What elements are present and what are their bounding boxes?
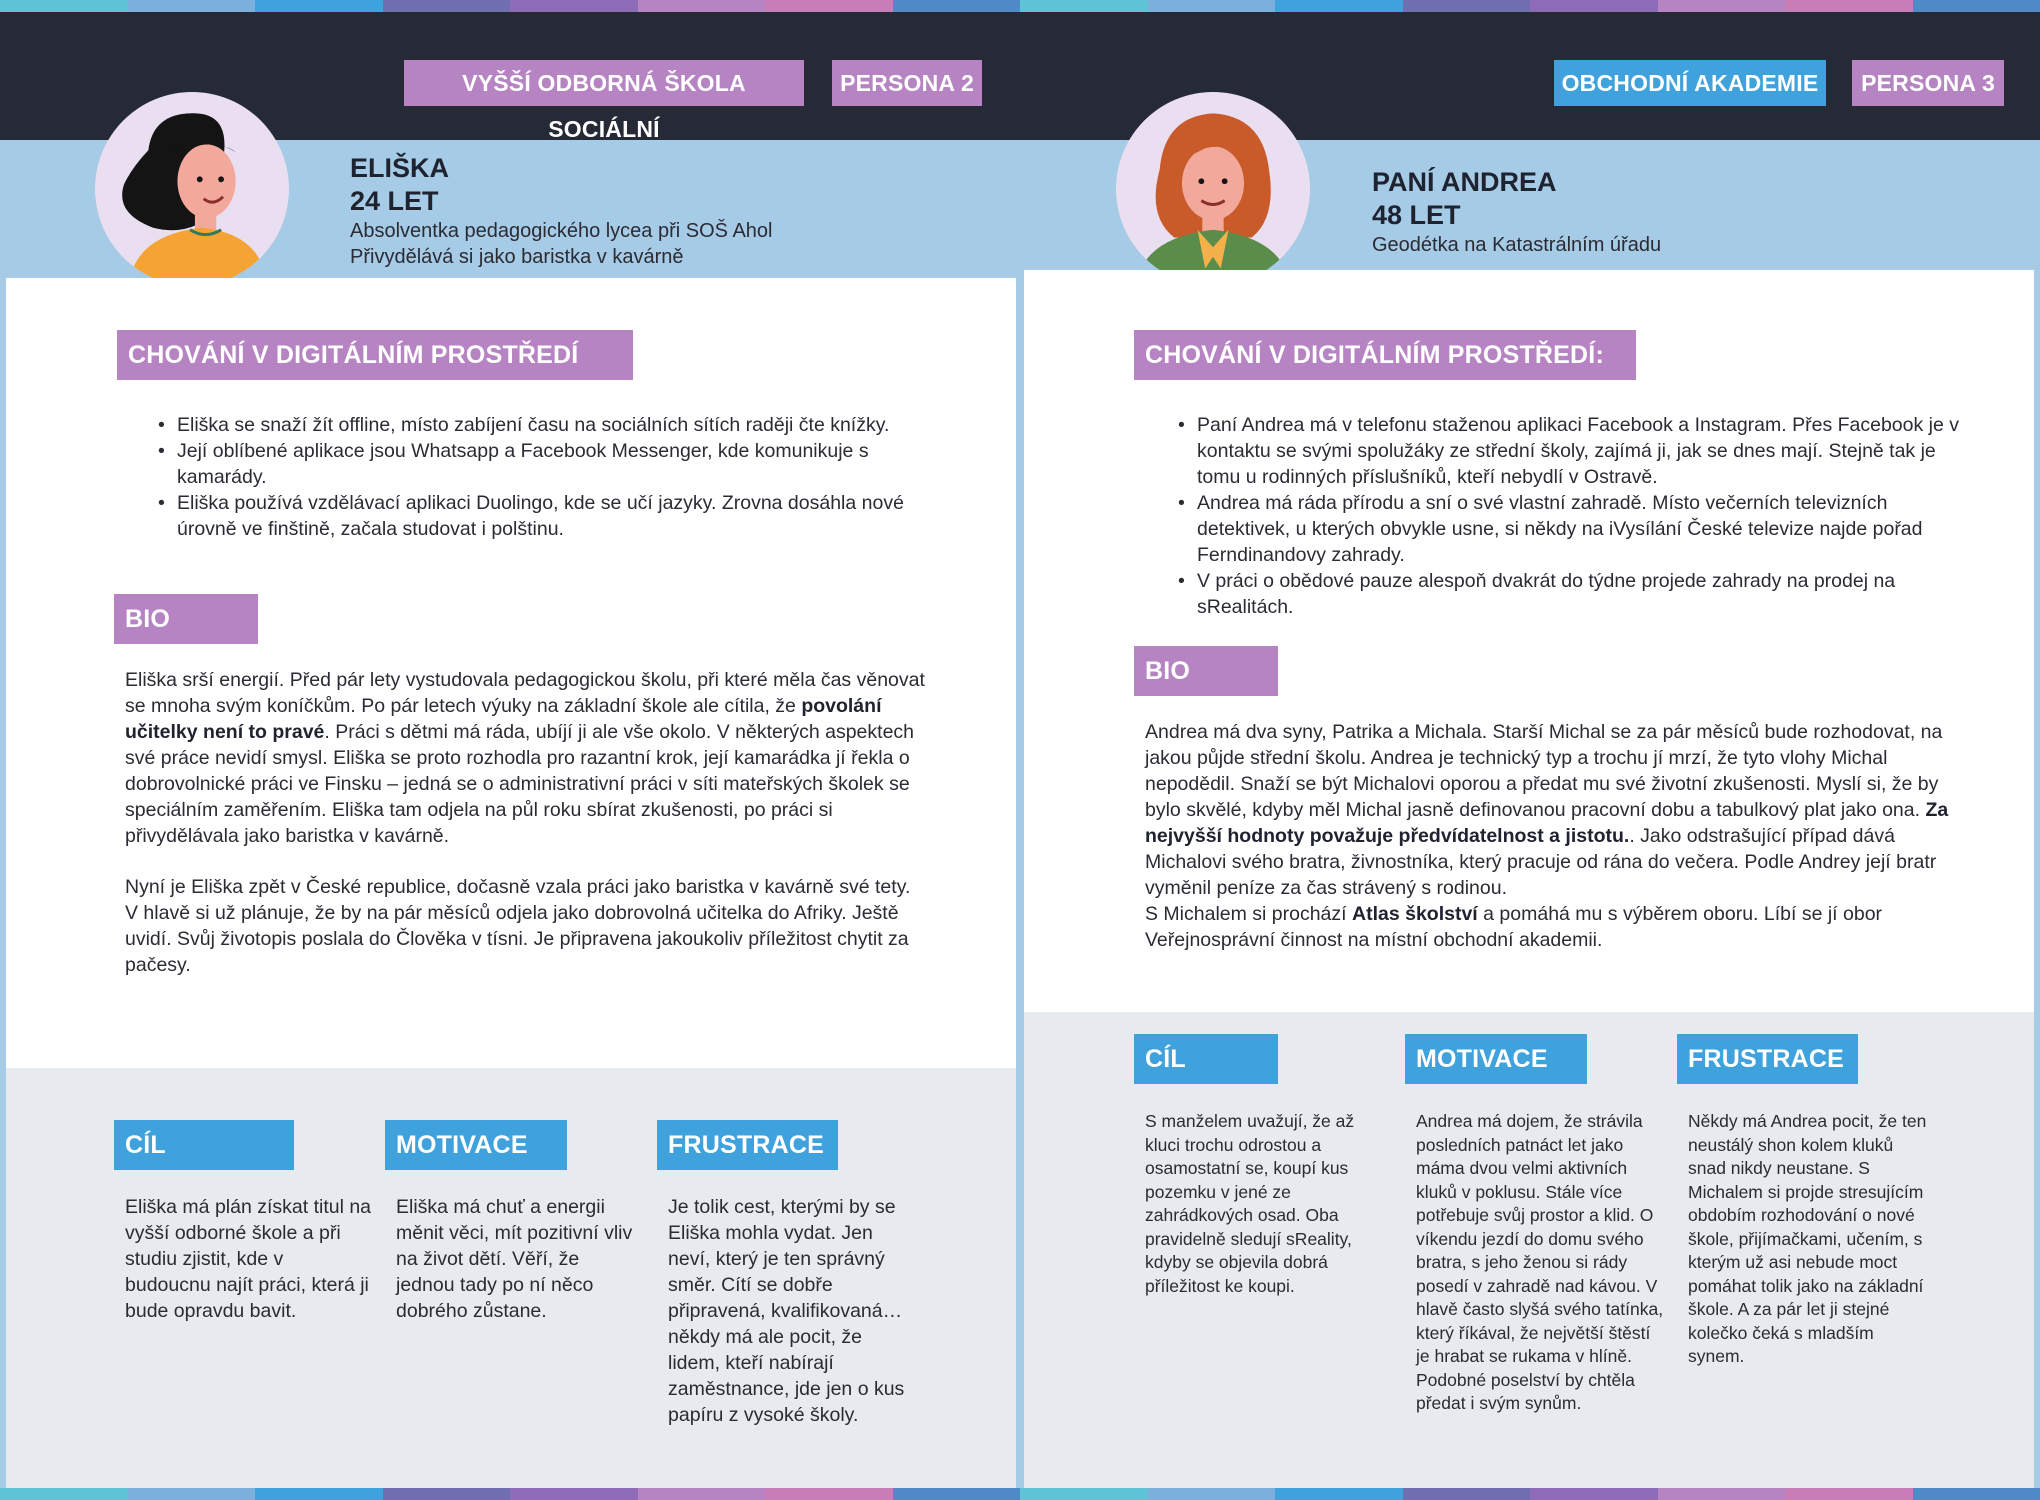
stripe-segment [1913,0,2040,12]
identity-text [350,152,773,270]
frustration-text: Někdy má Andrea pocit, že ten neustálý shon kolem kluků snad nikdy neustane. S Michalem si projde stresujícím obdobím rozhodování o nové škole, přijímačkami, učením, s kterým už asi nebude moct pomáhat tolik jako na základní škole. A za pár let ji stejné kolečko čeká s mladším synem. [1688,1111,1927,1366]
frustration-text: Je tolik cest, kterými by se Eliška mohla vydat. Jen neví, který je ten správný směr. Cítí se dobře připravená, kvalifikovaná… někdy má ale pocit, že lidem, kteří nabírají zaměstnance, jde jen o kus papíru z vysoké školy. [668,1196,905,1426]
digital-behavior-heading: CHOVÁNÍ V DIGITÁLNÍM PROSTŘEDÍ: [1134,330,1636,380]
bio-text: a pomáhá mu s výběrem oboru. Líbí se jí obor Veřejnosprávní činnost na místní obchodní akademii. [1145,903,1883,951]
stripe-segment [1530,0,1658,12]
stripe-segment [1020,1488,1148,1500]
list-item: • Její oblíbené aplikace jsou Whatsapp a Facebook Messenger, kde komunikuje s kamarády. [158,438,928,490]
bio-paragraph-2: Nyní je Eliška zpět v České republice, dočasně vzala práci jako baristka v kavárně své tety. V hlavě si už plánuje, že by na pár měsíců odjela jako dobrovolná učitelka do Afriky. Ještě uvidí. Svůj životopis poslala do Člověka v tísni. Je připravena jakoukoliv příležitost chytit za pačesy. [125,876,911,976]
goal-text: Eliška má plán získat titul na vyšší odborné škole a při studiu zjistit, kde v budoucnu najít práci, která ji bude opravdu bavit. [125,1196,372,1322]
persona-name: PANÍ ANDREA [1372,167,1557,197]
avatar-illustration [95,92,289,286]
list-item: • Paní Andrea má v telefonu staženou aplikaci Facebook a Instagram. Přes Facebook je v kontaktu se svými spolužáky ze střední školy, zajímá ji, jak se dnes mají. Stejně tak je tomu u rodinných příslušníků, kteří nebydlí v Ostravě. [1178,412,1968,490]
avatar-illustration [1116,92,1310,286]
bottom-color-stripe [0,1488,2040,1500]
avatar-andrea [1116,92,1310,286]
bio-paragraph-1 [125,667,925,849]
stripe-segment [1658,1488,1786,1500]
stripe-segment [1785,0,1913,12]
stripe-segment [510,1488,638,1500]
school-tag: OBCHODNÍ AKADEMIE [1554,60,1826,106]
stripe-segment [1275,0,1403,12]
stripe-segment [765,0,893,12]
bio-heading: BIO [1134,646,1278,696]
list-item: • V práci o obědové pauze alespoň dvakrát do týdne projede zahrady na prodej na sRealitách. [1178,568,1968,620]
persona-tag: PERSONA 3 [1852,60,2004,106]
stripe-segment [1148,0,1276,12]
persona-job: Přivydělává si jako baristka v kavárně [350,246,684,268]
stripe-segment [128,0,256,12]
goal-heading: CÍL [114,1120,294,1170]
identity-text [1372,166,1661,258]
stripe-segment [1403,0,1531,12]
stripe-segment [1275,1488,1403,1500]
stripe-segment [1020,0,1148,12]
stripe-segment [0,1488,128,1500]
persona-job: Geodétka na Katastrálním úřadu [1372,234,1662,256]
stripe-segment [383,1488,511,1500]
stripe-segment [1530,1488,1658,1500]
bio-text: S Michalem si prochází [1145,903,1352,925]
frustration-heading: FRUSTRACE [1677,1034,1858,1084]
digital-behavior-list [1178,412,1968,620]
persona-age: 24 LET [350,186,439,216]
stripe-segment [638,0,766,12]
bio-text: Eliška srší energií. Před pár lety vystudovala pedagogickou školu, při které měla čas věnovat se mnoha svým koníčkům. Po pár letech výuky na základní škole ale cítila, že [125,669,925,717]
school-tag: VYŠŠÍ ODBORNÁ ŠKOLA SOCIÁLNÍ [404,60,804,106]
stripe-segment [255,1488,383,1500]
persona-card-eliska [0,12,1020,1488]
stripe-segment [638,1488,766,1500]
persona-age: 48 LET [1372,200,1461,230]
bio-heading: BIO [114,594,258,644]
stripe-segment [255,0,383,12]
bio-highlight: Atlas školství [1352,903,1478,925]
list-item: • Andrea má ráda přírodu a sní o své vlastní zahradě. Místo večerních televizních detektivek, u kterých obvykle usne, si někdy na iVysílání České televize najde pořad Ferndinandovy zahrady. [1178,490,1968,568]
bio-text: . Práci s dětmi má ráda, ubíjí ji ale vše okolo. V některých aspektech své práce nevidí smysl. Eliška se proto rozhodla pro razantní krok, její kamarádka jí řekla o dobrovolnické práci ve Finsku – jedná se o administrativní práci v síti mateřských školek se speciálním zaměřením. Eliška tam odjela na půl roku sbírat zkušenosti, po práci si přivydělávala jako baristka v kavárně. [125,721,915,847]
motivation-text: Eliška má chuť a energii měnit věci, mít pozitivní vliv na život dětí. Věří, že jednou tady po ní něco dobrého zůstane. [396,1196,633,1322]
stripe-segment [1403,1488,1531,1500]
digital-behavior-list [158,412,928,542]
persona-tag: PERSONA 2 [832,60,982,106]
persona-name: ELIŠKA [350,153,450,183]
list-item: • Eliška se snaží žít offline, místo zabíjení času na sociálních sítích raději čte knížky. [158,412,928,438]
persona-card-andrea [1020,12,2040,1488]
stripe-segment [893,1488,1021,1500]
motivation-text: Andrea má dojem, že strávila posledních patnáct let jako máma dvou velmi aktivních kluků v poklusu. Stále více potřebuje svůj prostor a klid. O víkendu jezdí do domu svého bratra, s jeho ženou si rády posedí v zahradě nad kávou. V hlavě často slyšá svého tatínka, který říkával, že největší štěstí je hrabat se rukama v hlíně. Podobné poselství by chtěla předat i svým synům. [1416,1111,1664,1413]
stripe-segment [765,1488,893,1500]
bio-text: . Jako odstrašující případ dává Michalovi svého bratra, živnostníka, který pracuje od rána do večera. Podle Andrey její bratr vyměnil peníze za čas strávený s rodinou. [1145,825,1937,899]
stripe-segment [383,0,511,12]
stripe-segment [128,1488,256,1500]
bio-text: Andrea má dva syny, Patrika a Michala. Starší Michal se za pár měsíců bude rozhodovat, na jakou půjde střední školu. Andrea je technický typ a trochu jí mrzí, že tyto vlohy Michal nepodědil. Snaží se být Michalovi oporou a předat mu své životní zkušenosti. Myslí si, že by bylo skvělé, kdyby měl Michal jasně definovanou pracovní dobu a tabulkový plat jako ona. [1145,721,1943,821]
stripe-segment [893,0,1021,12]
digital-behavior-heading: CHOVÁNÍ V DIGITÁLNÍM PROSTŘEDÍ [117,330,633,380]
stripe-segment [1785,1488,1913,1500]
stripe-segment [1913,1488,2040,1500]
stripe-segment [1658,0,1786,12]
goal-text: S manželem uvažují, že až kluci trochu odrostou a osamostatní se, koupí kus pozemku v jené ze zahrádkových osad. Oba pravidelně sledují sReality, kdyby se objevila dobrá příležitost ke koupi. [1145,1111,1355,1296]
stripe-segment [510,0,638,12]
bio-highlight: Za nejvyšší hodnoty považuje předvídatelnost a jistotu. [1145,799,1949,847]
avatar-eliska [95,92,289,286]
motivation-heading: MOTIVACE [1405,1034,1587,1084]
stripe-segment [1148,1488,1276,1500]
motivation-heading: MOTIVACE [385,1120,567,1170]
top-color-stripe [0,0,2040,12]
bio-paragraph [1145,719,1960,953]
bio-highlight: povolání učitelky není to pravé [125,695,882,743]
stripe-segment [0,0,128,12]
goal-heading: CÍL [1134,1034,1278,1084]
frustration-heading: FRUSTRACE [657,1120,838,1170]
list-item: • Eliška používá vzdělávací aplikaci Duolingo, kde se učí jazyky. Zrovna dosáhla nové úrovně ve finštině, začala studovat i polštinu. [158,490,928,542]
persona-education: Absolventka pedagogického lycea při SOŠ Ahol [350,220,773,242]
